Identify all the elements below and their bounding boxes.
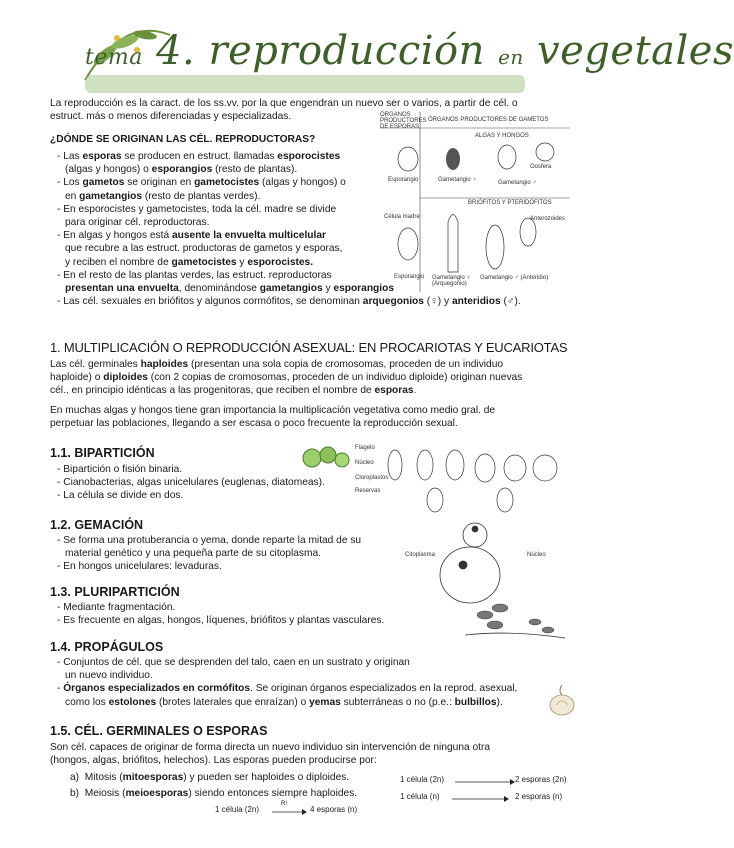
title-tema: tema <box>85 45 143 70</box>
page-title <box>75 20 734 100</box>
fig-label: Reservas <box>355 488 381 494</box>
fig-label: Esporangio <box>388 177 419 183</box>
garlic-bulb-illustration <box>548 683 576 717</box>
section-1-4-list: - Conjuntos de cél. que se desprenden del talo, caen en un sustrato y originan un nuevo individuo. - Órganos especializados en cormófitos. Se originan órganos especializados en la reprod. asexual, como los estolones (brotes laterales que enraízan) o yemas subterráneas o no (p.e.: bulbillos). <box>57 657 518 708</box>
fig-label: Anterozoides <box>530 216 566 222</box>
section-1-5-heading: 1.5. CÉL. GERMINALES O ESPORAS <box>50 724 268 738</box>
title-last: vegetales <box>537 28 734 74</box>
fig-label: Flagelo <box>355 445 375 451</box>
fig-row-header: BRIÓFITOS Y PTERIDÓFITOS <box>468 200 552 206</box>
title-main: reproducción <box>208 28 485 74</box>
cyanobacteria-illustration <box>302 443 350 473</box>
intro-line: estruct. más o menos diferenciadas y especializadas. <box>50 111 292 122</box>
section-1-3-heading: 1.3. PLURIPARTICIÓN <box>50 585 180 599</box>
equation-meiosis-left: 1 célula (n) <box>400 792 440 801</box>
q1-bullets: - Las esporas se producen en estruct. llamadas esporocistes (algas y hongos) o esporangios (resto de plantas). - Los gametos se originan en gametocistes (algas y hongos) o en gametangios (resto de plantas verdes). - En esporocistes y gametocistes, toda la cél. madre se divide para originar cél. reproductoras. - En algas y hongos está ausente la envuelta multicelular que recubre a las estruct. productoras de gametos y esporas, y reciben el nombre de gametocistes y esporocistes. - En el resto de las plantas verdes, las estruct. reproductoras presentan una envuelta, denominándose gametangios y esporangios - Las cél. sexuales en briófitos y algunos cormófitos, se denominan arquegonios (♀) y anteridios (♂). <box>57 151 521 308</box>
fig-label: Núcleo <box>527 552 546 558</box>
fig-label: Núcleo <box>355 460 374 466</box>
section-1-5-list: a) Mitosis (mitoesporas) y pueden ser haploides o diploides. b) Meiosis (meioesporas) siendo entonces siempre haploides. <box>70 772 358 800</box>
equation-reduction-right: 4 esporas (n) <box>310 805 358 814</box>
fig-label: Célula madre <box>384 214 420 220</box>
arrow-icon <box>452 795 512 803</box>
equation-mitosis-right: 2 esporas (2n) <box>515 775 567 784</box>
equation-mitosis-left: 1 célula (2n) <box>400 775 445 784</box>
reproductive-organs-figure <box>380 112 570 297</box>
section-1-3-list: - Mediante fragmentación. - Es frecuente en algas, hongos, líquenes, briófitos y plantas vasculares. <box>57 602 385 627</box>
section-1-2-list: - Se forma una protuberancia o yema, donde reparte la mitad de su material genético y una pequeña parte de su citoplasma. - En hongos unicelulares: levaduras. <box>57 535 362 573</box>
section-1-heading: 1. MULTIPLICACIÓN O REPRODUCCIÓN ASEXUAL: EN PROCARIOTAS Y EUCARIOTAS <box>50 340 568 355</box>
fig-label: Gametangio ♂ (Anteridio) <box>480 275 549 281</box>
equation-reduction-mark: R! <box>281 801 287 807</box>
section-1-1-list: - Bipartición o fisión binaria. - Cianobacterias, algas unicelulares (euglenas, diatomeas). - La célula se divide en dos. <box>57 464 325 502</box>
section-1-5-paragraph: Son cél. capaces de originar de forma directa un nuevo individuo sin intervención de ninguna otra (hongos, algas, briófitos, helechos). Las esporas pueden producirse por: <box>50 742 491 766</box>
title-number: 4. <box>156 28 196 74</box>
section-1-paragraph: Las cél. germinales haploides (presentan una sola copia de cromosomas, proceden de un individuo haploide) o diploides (con 2 copias de cromosomas, proceden de un individuo diploide) originan nuevas cél., en principio idénticas a las progenitoras, que reciben el nombre de esporas. En muchas algas y hongos tiene gran importancia la multiplicación vegetativa como medio gral. de perpetuar las poblaciones, llegando a ser escasa o poco frecuente la reproducción sexual. <box>50 359 523 429</box>
fig-label: Gametangio ♀ (Arquegonio) <box>432 275 471 287</box>
equation-reduction-left: 1 célula (2n) <box>215 805 260 814</box>
arrow-icon <box>455 778 515 786</box>
fig-label: Gametangio ♀ <box>438 177 477 183</box>
title-en: en <box>498 45 524 69</box>
question-heading: ¿DÓNDE SE ORIGINAN LAS CÉL. REPRODUCTORAS? <box>50 134 316 145</box>
fig-label: Esporangio <box>394 274 425 280</box>
section-1-1-heading: 1.1. BIPARTICIÓN <box>50 446 155 460</box>
arrow-icon <box>272 809 308 817</box>
fig-label: Cloroplastos <box>355 475 389 481</box>
euglena-division-figure <box>355 440 570 515</box>
fig-label: Gametangio ♂ <box>498 180 537 186</box>
fig-label: Oosfera <box>530 164 552 170</box>
section-1-2-heading: 1.2. GEMACIÓN <box>50 518 144 532</box>
fig-label: Citoplasma <box>405 552 436 558</box>
plant-fragmentation-illustration <box>460 590 570 650</box>
fig-row-header: ALGAS Y HONGOS <box>475 133 529 139</box>
section-1-4-heading: 1.4. PROPÁGULOS <box>50 640 164 654</box>
equation-meiosis-right: 2 esporas (n) <box>515 792 563 801</box>
fig-col-header: ÓRGANOS PRODUCTORES DE ESPORAS <box>380 112 427 130</box>
fig-col-header: ÓRGANOS PRODUCTORES DE GAMETOS <box>428 117 549 123</box>
intro-line: La reproducción es la caract. de los ss.vv. por la que engendran un nuevo ser o varios, a partir de cél. o <box>50 98 518 109</box>
